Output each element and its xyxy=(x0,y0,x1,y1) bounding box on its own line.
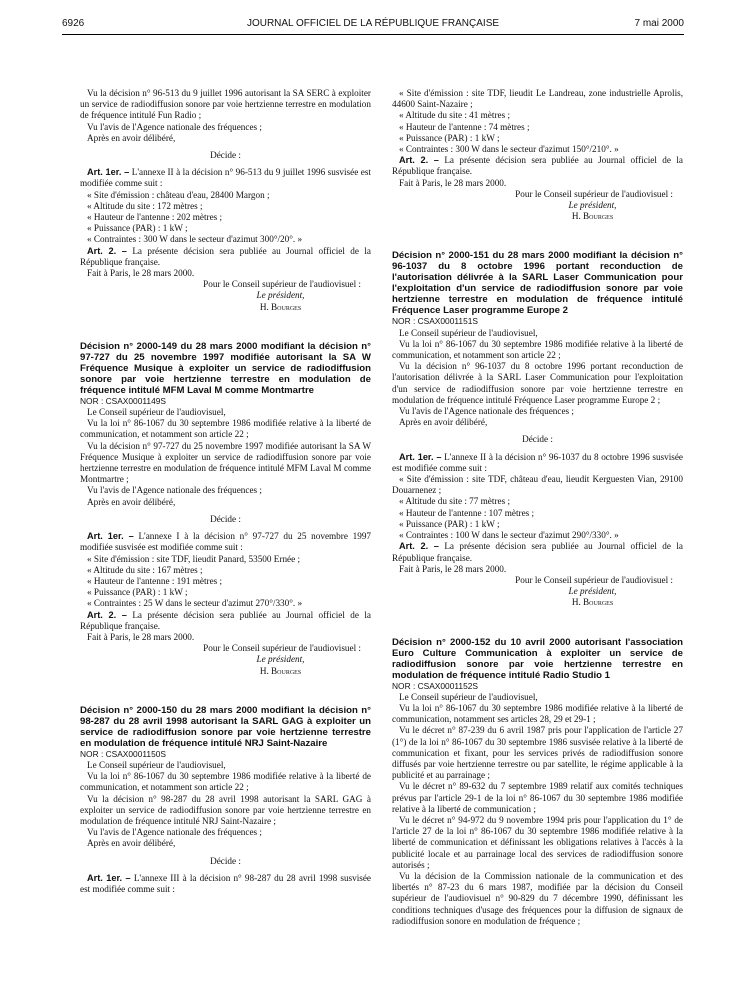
list-item: « Contraintes : 300 W dans le secteur d'azimut 150°/210°. » xyxy=(399,144,619,155)
signature-for: Pour le Conseil supérieur de l'audiovisuel : xyxy=(203,643,361,654)
article-2: Art. 2. – La présente décision sera publiée au Journal officiel de la République française. xyxy=(80,245,372,267)
paragraph: Le Conseil supérieur de l'audiovisuel, xyxy=(399,327,538,338)
paragraph: Vu le décret n° 89-632 du 7 septembre 1989 relatif aux comités techniques prévus par l'article 29-1 de la loi n° 86-1067 du 30 septembre 1986 modifiée relative à la liberté de communication ; xyxy=(392,781,683,814)
signature-name: H. Bourges xyxy=(259,665,302,676)
fait-line: Fait à Paris, le 28 mars 2000. xyxy=(87,631,195,642)
list-item: « Puissance (PAR) : 1 kW ; xyxy=(87,587,188,598)
decide-label: Décide : xyxy=(210,513,241,524)
fait-line: Fait à Paris, le 28 mars 2000. xyxy=(87,268,195,279)
decision-title: Décision n° 2000-151 du 28 mars 2000 modifiant la décision n° 96-1037 du 8 octobre 1996 portant reconduction de l'autorisation délivrée à la SARL Laser Communication pour l'exploitation d'un service de radiodiffusion sonore par voie hertzienne terrestre en modulation de fréquence intitulé Fréquence Laser programme Europe 2 xyxy=(392,250,683,317)
paragraph: Vu le décret n° 87-239 du 6 avril 1987 pris pour l'application de l'article 27 (1°) de la loi n° 86-1067 du 30 septembre 1986 susvisée relative à la liberté de communication et fixant, pour les services privés de radiodiffusion sonore diffusés par voie hertzienne terrestre ou par satellite, le régime applicable à la publicité et au parrainage ; xyxy=(392,725,683,781)
signature-name: H. Bourges xyxy=(571,211,614,222)
article-2: Art. 2. – La présente décision sera publiée au Journal officiel de la République française. xyxy=(392,155,684,177)
signature-for: Pour le Conseil supérieur de l'audiovisuel : xyxy=(203,279,361,290)
paragraph: Vu l'avis de l'Agence nationale des fréquences ; xyxy=(87,121,262,132)
signature-for: Pour le Conseil supérieur de l'audiovisuel : xyxy=(515,574,673,585)
signature-role: Le président, xyxy=(568,200,617,211)
list-item: « Site d'émission : site TDF, lieudit Le Landreau, zone industrielle Aprolis, 44600 Saint-Nazaire ; xyxy=(392,88,683,110)
list-item: « Site d'émission : site TDF, château d'eau, lieudit Kerguesten Vian, 29100 Douarnenez ; xyxy=(392,474,683,496)
paragraph: Vu la décision n° 98-287 du 28 avril 1998 autorisant la SARL GAG à exploiter un service de radiodiffusion sonore par voie hertzienne terrestre en modulation de fréquence intitulé NRJ Saint-Nazaire ; xyxy=(80,793,371,826)
signature-for: Pour le Conseil supérieur de l'audiovisuel : xyxy=(515,188,673,199)
right-column xyxy=(392,88,683,927)
paragraph: Vu la loi n° 86-1067 du 30 septembre 1986 modifiée relative à la liberté de communication, et notamment son article 22 ; xyxy=(80,418,371,440)
nor-reference: NOR : CSAX0001150S xyxy=(80,748,166,759)
list-item: « Hauteur de l'antenne : 202 mètres ; xyxy=(87,212,223,223)
paragraph: Vu la loi n° 86-1067 du 30 septembre 1986 modifiée relative à la liberté de communication, et notamment son article 22 ; xyxy=(80,771,371,793)
paragraph: Le Conseil supérieur de l'audiovisuel, xyxy=(87,407,226,418)
signature-name: H. Bourges xyxy=(259,301,302,312)
list-item: « Hauteur de l'antenne : 74 mètres ; xyxy=(399,121,530,132)
paragraph: Le Conseil supérieur de l'audiovisuel, xyxy=(399,691,538,702)
fait-line: Fait à Paris, le 28 mars 2000. xyxy=(399,177,507,188)
decision-title: Décision n° 2000-149 du 28 mars 2000 modifiant la décision n° 97-727 du 25 novembre 1997 modifiée autorisant la SA W Fréquence Musique à exploiter un service de radiodiffusion sonore par voie hertzienne terrestre en modulation de fréquence intitulé MFM Laval M comme Montmartre xyxy=(80,340,371,396)
paragraph: Vu l'avis de l'Agence nationale des fréquences ; xyxy=(399,406,574,417)
paragraph: Vu le décret n° 94-972 du 9 novembre 1994 pris pour l'application du 1° de l'article 27 de la loi n° 86-1067 du 30 septembre 1986 modifiée relative à la liberté de communication et définissant les obligations relatives à l'accès à la publicité locale et au parrainage local des services de radiodiffusion sonore autorisés ; xyxy=(392,814,683,870)
header-rule xyxy=(62,34,684,35)
nor-reference: NOR : CSAX0001151S xyxy=(392,316,478,327)
left-column xyxy=(80,88,371,895)
signature-role: Le président, xyxy=(568,586,617,597)
signature-role: Le président, xyxy=(256,290,305,301)
paragraph: Après en avoir délibéré, xyxy=(87,496,176,507)
paragraph: Le Conseil supérieur de l'audiovisuel, xyxy=(87,759,226,770)
decision-title: Décision n° 2000-152 du 10 avril 2000 autorisant l'association Euro Culture Communication à exploiter un service de radiodiffusion sonore par voie hertzienne terrestre en modulation de fréquence intitulé Radio Studio 1 xyxy=(392,636,683,681)
paragraph: Vu la décision n° 97-727 du 25 novembre 1997 modifiée autorisant la SA W Fréquence Musique à exploiter un service de radiodiffusion sonore par voie hertzienne terrestre en modulation de fréquence intitulé MFM Laval M comme Montmartre ; xyxy=(80,440,371,485)
list-item: « Site d'émission : château d'eau, 28400 Margon ; xyxy=(87,189,270,200)
decide-label: Décide : xyxy=(522,434,553,445)
paragraph: Vu la loi n° 86-1067 du 30 septembre 1986 modifiée relative à la liberté de communication, notamment ses articles 28, 29 et 29-1 ; xyxy=(392,702,683,725)
nor-reference: NOR : CSAX0001149S xyxy=(80,395,166,406)
paragraph: Vu l'avis de l'Agence nationale des fréquences ; xyxy=(87,485,262,496)
decide-label: Décide : xyxy=(210,150,241,161)
decision-title: Décision n° 2000-150 du 28 mars 2000 modifiant la décision n° 98-287 du 28 avril 1998 autorisant la SARL GAG à exploiter un service de radiodiffusion sonore par voie hertzienne terrestre en modulation de fréquence intitulé NRJ Saint-Nazaire xyxy=(80,704,371,749)
article-1: Art. 1er. – L'annexe I à la décision n° 97-727 du 25 novembre 1997 modifiée susvisée est modifiée comme suit : xyxy=(80,531,372,553)
paragraph: Vu la décision n° 96-1037 du 8 octobre 1996 portant reconduction de l'autorisation délivrée à la SARL Laser Communication pour l'exploitation d'un service de radiodiffusion sonore par voie hertzienne terrestre en modulation de fréquence intitulé Fréquence Laser programme Europe 2 ; xyxy=(392,361,683,405)
paragraph: Vu l'avis de l'Agence nationale des fréquences ; xyxy=(87,827,262,838)
signature-name: H. Bourges xyxy=(571,597,614,608)
list-item: « Contraintes : 25 W dans le secteur d'azimut 270°/330°. » xyxy=(87,598,303,609)
nor-reference: NOR : CSAX0001152S xyxy=(392,680,478,691)
paragraph: Vu la loi n° 86-1067 du 30 septembre 1986 modifiée relative à la liberté de communication, et notamment son article 22 ; xyxy=(392,338,683,361)
list-item: « Altitude du site : 41 mètres ; xyxy=(399,110,511,121)
list-item: « Puissance (PAR) : 1 kW ; xyxy=(87,223,188,234)
article-2: Art. 2. – La présente décision sera publiée au Journal officiel de la République française. xyxy=(80,609,372,631)
list-item: « Contraintes : 300 W dans le secteur d'azimut 300°/20°. » xyxy=(87,234,303,245)
paragraph: Après en avoir délibéré, xyxy=(87,132,176,143)
page-header xyxy=(62,18,684,34)
fait-line: Fait à Paris, le 28 mars 2000. xyxy=(399,563,507,574)
list-item: « Puissance (PAR) : 1 kW ; xyxy=(399,518,500,529)
signature-role: Le président, xyxy=(256,654,305,665)
list-item: « Site d'émission : site TDF, lieudit Panard, 53500 Ernée ; xyxy=(87,553,301,564)
list-item: « Puissance (PAR) : 1 kW ; xyxy=(399,132,500,143)
list-item: « Hauteur de l'antenne : 107 mètres ; xyxy=(399,507,535,518)
issue-date: 7 mai 2000 xyxy=(634,18,684,29)
paragraph: Après en avoir délibéré, xyxy=(399,417,488,428)
article-1: Art. 1er. – L'annexe II à la décision n° 96-513 du 9 juillet 1996 susvisée est modifiée comme suit : xyxy=(80,167,371,189)
paragraph: Vu la décision n° 96-513 du 9 juillet 1996 autorisant la SA SERC à exploiter un service de radiodiffusion sonore par voie hertzienne terrestre en modulation de fréquence intitulé Fun Radio ; xyxy=(80,88,371,121)
page-number: 6926 xyxy=(62,18,85,29)
article-2: Art. 2. – La présente décision sera publiée au Journal officiel de la République française. xyxy=(392,541,684,563)
list-item: « Altitude du site : 172 mètres ; xyxy=(87,200,203,211)
list-item: « Altitude du site : 167 mètres ; xyxy=(87,564,203,575)
list-item: « Hauteur de l'antenne : 191 mètres ; xyxy=(87,575,223,586)
decide-label: Décide : xyxy=(210,855,241,866)
list-item: « Contraintes : 100 W dans le secteur d'azimut 290°/330°. » xyxy=(399,530,619,541)
article-1: Art. 1er. – L'annexe III à la décision n° 98-287 du 28 avril 1998 susvisée est modifiée comme suit : xyxy=(80,872,371,894)
list-item: « Altitude du site : 77 mètres ; xyxy=(399,496,511,507)
paragraph: Après en avoir délibéré, xyxy=(87,838,176,849)
article-1: Art. 1er. – L'annexe II à la décision n° 96-1037 du 8 octobre 1996 susvisée est modifiée comme suit : xyxy=(392,451,683,473)
paragraph: Vu la décision de la Commission nationale de la communication et des libertés n° 87-23 du 6 mars 1987, modifiée par la décision du Conseil supérieur de l'audiovisuel n° 90-829 du 7 décembre 1990, définissant les conditions techniques d'usage des fréquences pour la diffusion de signaux de radiodiffusion sonore en modulation de fréquence ; xyxy=(392,870,683,926)
journal-title: JOURNAL OFFICIEL DE LA RÉPUBLIQUE FRANÇAISE xyxy=(246,18,500,29)
